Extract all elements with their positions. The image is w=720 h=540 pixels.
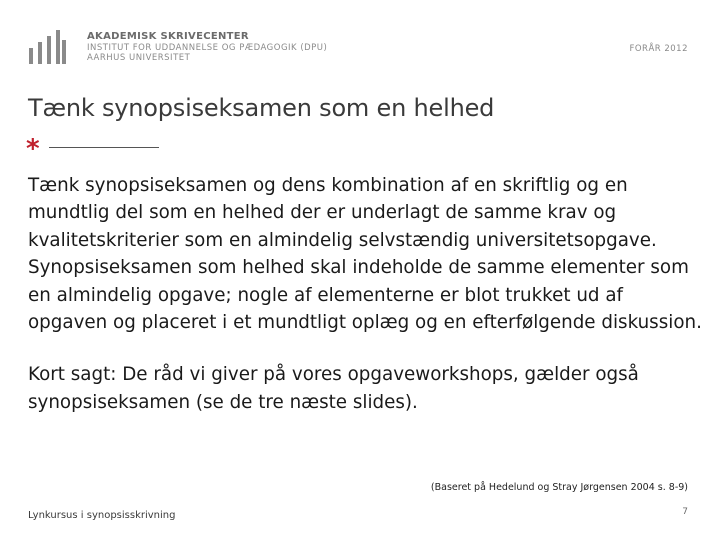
asterisk-icon: * [26,134,40,164]
org-header [87,32,327,64]
page-number: 7 [682,507,688,517]
org-department: INSTITUT FOR UDDANNELSE OG PÆDAGOGIK (DPU) [87,42,328,53]
body-paragraph-2: Kort sagt: De råd vi giver på vores opgaveworkshops, gælder også synopsiseksamen (se de tre næste slides). [28,364,639,413]
aarhus-university-logo-icon [29,30,69,64]
org-name: AKADEMISK SKRIVECENTER [87,31,249,42]
org-university: AARHUS UNIVERSITET [87,53,191,63]
source-citation: (Baseret på Hedelund og Stray Jørgensen 2004 s. 8-9) [430,482,688,493]
slide-body [28,172,704,416]
footer-course-name: Lynkursus i synopsisskrivning [28,510,176,521]
slide-date: FORÅR 2012 [629,44,688,54]
title-divider [49,147,159,148]
slide-title: Tænk synopsiseksamen som en helhed [28,94,495,122]
body-paragraph-1: Tænk synopsiseksamen og dens kombination af en skriftlig og en mundtlig del som en helhed der er underlagt de samme krav og kvalitetskriterier som en almindelig selvstændig universitetsopgave. Synopsiseksamen som helhed skal indeholde de samme elementer som en almindelig opgave; nogle af elementerne er blot trukket ud af opgaven og placeret i et mundtligt oplæg og en efterfølgende diskussion. [28,175,702,334]
